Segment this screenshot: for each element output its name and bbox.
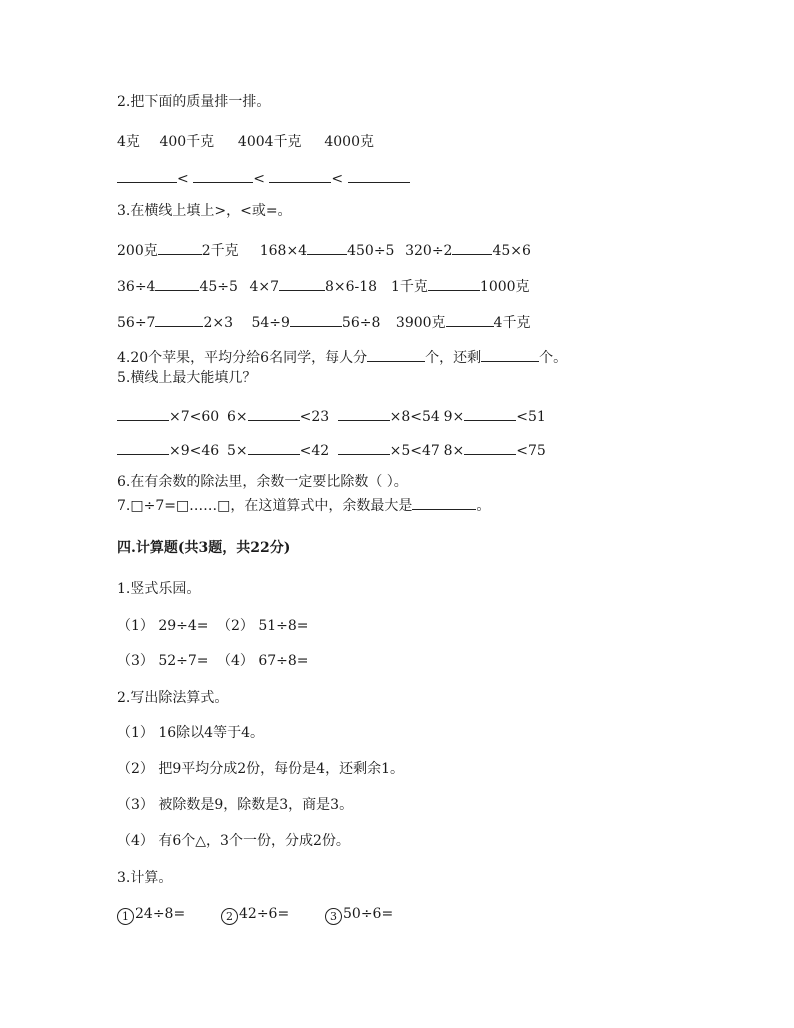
answer-blank[interactable] — [155, 276, 199, 291]
expr: <42 — [299, 443, 330, 459]
q2-items — [117, 133, 374, 151]
expr: ×8<54 — [389, 409, 440, 425]
expr: 56÷7 — [117, 315, 156, 331]
expr: 45÷5 — [199, 279, 238, 295]
expr: <75 — [516, 443, 546, 459]
q3-row — [117, 312, 530, 332]
calc-expr: 42÷6= — [239, 906, 290, 922]
answer-blank[interactable] — [428, 276, 480, 291]
q5-row — [117, 406, 546, 426]
expr: 8× — [443, 443, 465, 459]
expr: 200克 — [117, 243, 158, 259]
q7-text: 7.□÷7=□……□，在这道算式中，余数最大是 — [117, 498, 413, 514]
expr: 6× — [227, 409, 248, 425]
q5-row — [117, 440, 546, 460]
calc-item: （3） 52÷7= — [117, 653, 209, 669]
circled-number-3: 3 — [325, 908, 342, 925]
calc-expr: 50÷6= — [343, 906, 394, 922]
question-2-title: 2.把下面的质量排一排。 — [117, 94, 271, 110]
less-than-sign: < — [177, 171, 189, 187]
answer-blank[interactable] — [155, 312, 203, 327]
expr: 5× — [227, 443, 248, 459]
q2-item: 400千克 — [159, 134, 215, 150]
answer-blank[interactable] — [464, 440, 516, 455]
expr: 45×6 — [492, 243, 531, 259]
expr: 36÷4 — [117, 279, 156, 295]
answer-blank[interactable] — [348, 168, 410, 183]
expr: 56÷8 — [341, 315, 381, 331]
calc-item: （1） 29÷4= — [117, 618, 209, 634]
calc-1-title: 1.竖式乐园。 — [117, 581, 201, 597]
expr: <51 — [516, 409, 546, 425]
calc-2-title: 2.写出除法算式。 — [117, 690, 229, 706]
expr: 54÷9 — [251, 315, 290, 331]
answer-blank[interactable] — [117, 440, 169, 455]
answer-blank[interactable] — [117, 168, 177, 183]
answer-blank[interactable] — [290, 312, 342, 327]
calc-3-title: 3.计算。 — [117, 870, 173, 886]
q3-row — [117, 240, 531, 260]
calc-expr: 24÷8= — [135, 906, 186, 922]
answer-blank[interactable] — [338, 406, 390, 421]
expr: 450÷5 — [347, 243, 395, 259]
answer-blank[interactable] — [464, 406, 516, 421]
calc-2-item: （1） 16除以4等于4。 — [117, 725, 264, 741]
question-7 — [117, 495, 490, 515]
expr: 1千克 — [391, 279, 428, 295]
q3-row — [117, 276, 530, 296]
question-5-title: 5.横线上最大能填几？ — [117, 370, 257, 386]
calc-2-item: （3） 被除数是9，除数是3，商是3。 — [117, 797, 354, 813]
q7-text: 。 — [476, 498, 491, 514]
calc-3-row — [117, 905, 393, 925]
q4-text: 4.20个苹果，平均分给6名同学，每人分 — [117, 350, 368, 366]
calc-1-row — [117, 617, 309, 635]
calc-2-item: （2） 把9平均分成2份，每份是4，还剩余1。 — [117, 761, 404, 777]
circled-number-2: 2 — [221, 908, 238, 925]
expr: 8×6-18 — [325, 279, 378, 295]
expr: 1000克 — [479, 279, 530, 295]
answer-blank[interactable] — [269, 168, 331, 183]
expr: 9× — [443, 409, 465, 425]
q2-item: 4克 — [117, 134, 140, 150]
answer-blank[interactable] — [412, 495, 476, 510]
calc-item: （4） 67÷8= — [217, 653, 309, 669]
question-6: 6.在有余数的除法里，余数一定要比除数（ ）。 — [117, 474, 408, 490]
question-4 — [117, 347, 567, 367]
answer-blank[interactable] — [117, 406, 169, 421]
calc-1-row — [117, 652, 309, 670]
expr: ×7<60 — [169, 409, 220, 425]
expr: ×5<47 — [389, 443, 440, 459]
expr: 3900克 — [395, 315, 446, 331]
answer-blank[interactable] — [307, 240, 347, 255]
answer-blank[interactable] — [248, 406, 300, 421]
answer-blank[interactable] — [452, 240, 492, 255]
answer-blank[interactable] — [446, 312, 494, 327]
expr: 4千克 — [493, 315, 531, 331]
expr: ×9<46 — [169, 443, 220, 459]
question-3-title: 3.在横线上填上>，<或=。 — [117, 203, 292, 219]
answer-blank[interactable] — [481, 347, 539, 362]
q2-item: 4004千克 — [237, 134, 302, 150]
expr: 2千克 — [201, 243, 239, 259]
answer-blank[interactable] — [338, 440, 390, 455]
answer-blank[interactable] — [367, 347, 425, 362]
less-than-sign: < — [253, 171, 265, 187]
answer-blank[interactable] — [248, 440, 300, 455]
expr: 168×4 — [259, 243, 308, 259]
expr: <23 — [299, 409, 330, 425]
expr: 4×7 — [249, 279, 279, 295]
q4-text: 个。 — [539, 350, 568, 366]
q4-text: 个，还剩 — [425, 350, 482, 366]
answer-blank[interactable] — [279, 276, 325, 291]
circled-number-1: 1 — [117, 908, 134, 925]
q2-item: 4000克 — [324, 134, 374, 150]
answer-blank[interactable] — [193, 168, 253, 183]
answer-blank[interactable] — [158, 240, 202, 255]
calc-item: （2） 51÷8= — [217, 618, 309, 634]
less-than-sign: < — [331, 171, 344, 187]
q2-answer-row — [117, 168, 410, 188]
calc-2-item: （4） 有6个△，3个一份，分成2份。 — [117, 833, 350, 849]
section-4-title: 四.计算题(共3题，共22分) — [117, 540, 291, 556]
expr: 320÷2 — [405, 243, 453, 259]
expr: 2×3 — [203, 315, 233, 331]
